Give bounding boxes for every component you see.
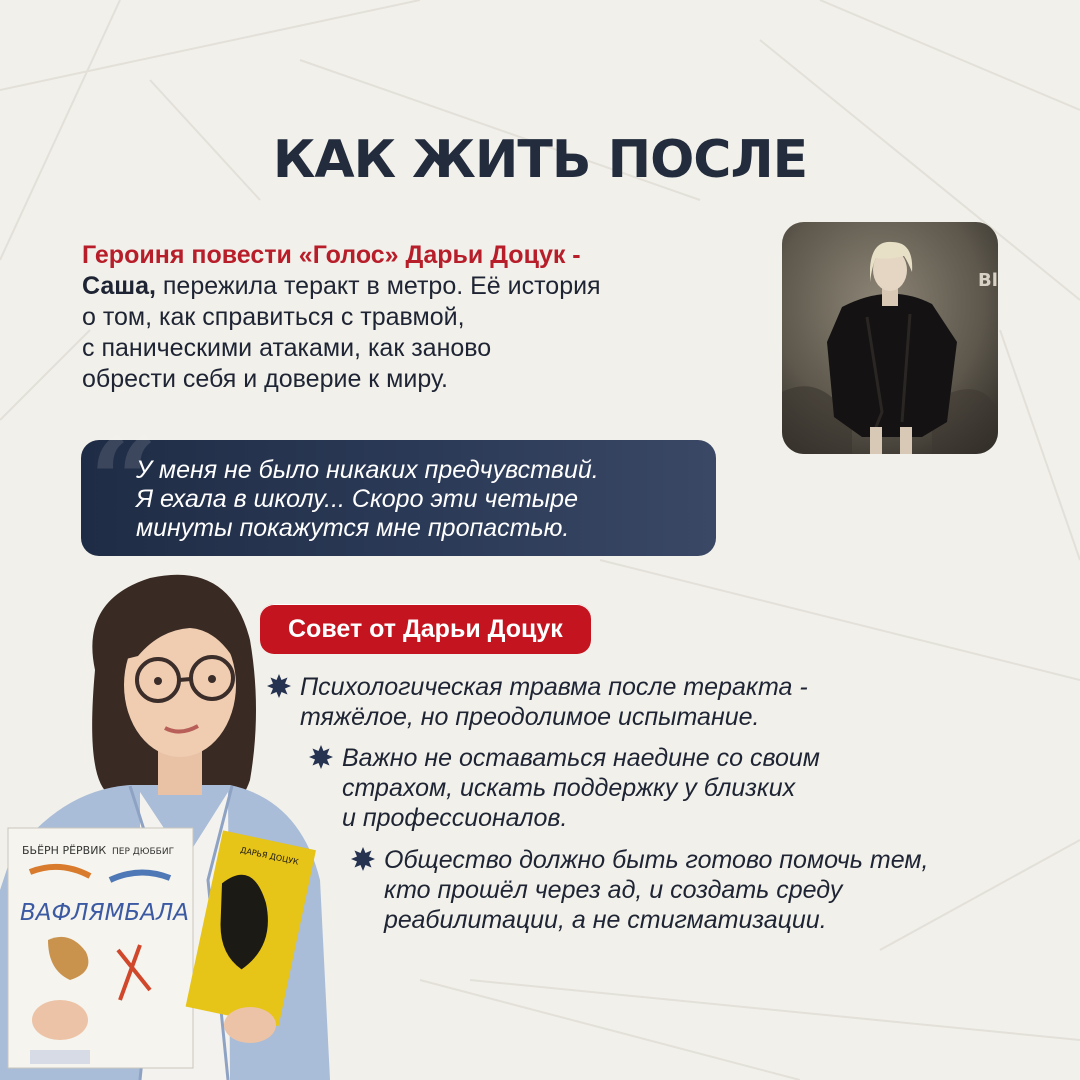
tip-line: Важно не оставаться наедине со своим [342,744,820,772]
intro-line3: с паническими атаками, как заново [82,334,492,362]
intro-line1: пережила теракт в метро. Её история [155,272,601,300]
advice-badge: Совет от Дарьи Доцук [260,604,591,654]
tip-item [300,672,808,732]
quote-line-3: минуты покажутся мне пропастью. [136,514,570,542]
intro-line2: о том, как справиться с травмой, [82,303,465,331]
book1-authors-2: ПЕР ДЮББИГ [112,847,175,857]
quote-block [81,411,716,556]
page-title: КАК ЖИТЬ ПОСЛЕ [272,130,808,190]
cover-letters: Bl [978,270,998,291]
tip-line: Общество должно быть готово помочь тем, [384,846,929,874]
tip-item [384,845,928,935]
heroine-name: Саша, [82,272,156,300]
star-bullet-icon [266,673,292,699]
star-bullet-icon [308,744,334,770]
tip-line: тяжёлое, но преодолимое испытание. [300,703,760,731]
tip-line: кто прошёл через ад, и создать среду [384,876,843,904]
intro-text [82,240,772,395]
quote-line-2: Я ехала в школу... Скоро эти четыре [136,485,578,513]
book1-authors: БЬЁРН РЁРВИК [22,844,107,857]
tip-line: и профессионалов. [342,804,568,832]
tip-line: реабилитации, а не стигматизации. [384,906,827,934]
tip-line: Психологическая травма после теракта - [300,673,808,701]
book-cover-image [782,222,998,454]
tip-line: страхом, искать поддержку у близких [342,774,796,802]
book1-title: ВАФЛЯМБАЛА [20,900,189,926]
intro-line4: обрести себя и доверие к миру. [82,365,448,393]
star-bullet-icon [350,846,376,872]
tip-item [342,743,820,833]
book2-author: ДАРЬЯ ДОЦУК [239,845,300,867]
quote-line-1: У меня не было никаких предчувствий. [136,456,599,484]
intro-accent: Героиня повести «Голос» Дарьи Доцук - [82,241,581,269]
quote-mark-icon: “ [89,411,159,552]
